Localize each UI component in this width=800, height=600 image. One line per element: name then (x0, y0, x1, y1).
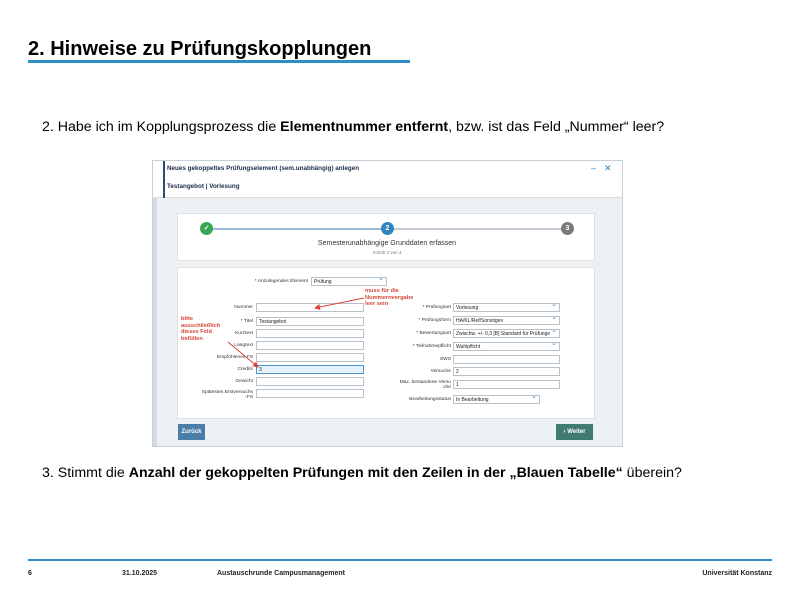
pruefungsform-label: * Prüfungsform (418, 318, 451, 323)
dialog-screenshot (152, 160, 623, 447)
question-3-pre: 3. Stimmt die (42, 465, 129, 481)
nummer-label: Nummer (234, 305, 253, 310)
step-line-1 (208, 228, 384, 230)
anzulegendes-label: * Anzulegendes Element (254, 279, 308, 284)
footer-event: Austauschrunde Campusmanagement (217, 570, 345, 577)
max-bestandene-input[interactable]: 1 (453, 380, 560, 389)
arrow-to-nummer (315, 298, 364, 308)
step-1-done-icon: ✓ (200, 222, 213, 235)
question-3-bold: Anzahl der gekoppelten Prüfungen mit den Zeilen in der „Blauen Tabelle“ (128, 465, 623, 481)
back-button[interactable]: Zurück (178, 424, 205, 440)
note-nummer: muss für die Nummernvergabe leer sein (365, 288, 414, 307)
teilnahme-select[interactable]: Wahlpflicht ⌄ (453, 342, 560, 351)
dialog-header (153, 161, 623, 198)
footer-date: 31.10.2025 (122, 570, 158, 577)
anzulegendes-select[interactable]: Prüfung ⌄ (311, 277, 387, 286)
spaetestes-label: Spätestes Erstversuchs -FS (201, 390, 253, 400)
form-panel (177, 267, 595, 419)
bearbeitung-select[interactable]: In Bearbeitung ⌄ (453, 395, 540, 404)
max-bestandene-label: Max. bestandene Versu che (399, 380, 451, 390)
titel-label: * Titel (240, 319, 253, 324)
bewertungsart-select[interactable]: Zwischw. +/- 0,3 [B] Standard für Prüfunge ⌄ (453, 329, 560, 338)
empfohlenes-fs-label: Empfohlenes FS (216, 355, 253, 360)
question-2-post: , bzw. ist das Feld „Nummer“ leer? (448, 119, 665, 135)
footer-organization: Universität Konstanz (702, 570, 772, 577)
title-underline (28, 60, 410, 63)
dialog-subtitle: Testangebot | Vorlesung (167, 183, 240, 190)
versuche-label: Versuche (430, 369, 451, 374)
pruefungsform-select[interactable]: HA/KL/Ref/Sonstiges ⌄ (453, 316, 560, 325)
question-3 (42, 465, 682, 481)
step-title: Semesterunabhängige Grunddaten erfassen (317, 240, 457, 247)
bearbeitung-label: Bearbeitungsstatus (409, 397, 451, 402)
next-button[interactable]: › Weiter (556, 424, 593, 440)
question-2 (42, 119, 664, 135)
dialog-title: Neues gekoppeltes Prüfungselement (sem.unabhängig) anlegen (167, 165, 360, 172)
arrow-to-credits (228, 342, 258, 367)
sidebar-strip (153, 198, 157, 447)
bewertungsart-label: * Bewertungsart (416, 331, 451, 336)
versuche-input[interactable]: 2 (453, 367, 560, 376)
question-2-pre: 2. Habe ich im Kopplungsprozess die (42, 119, 281, 135)
close-icon[interactable]: ✕ (604, 163, 612, 173)
step-3-pending: 3 (561, 222, 574, 235)
stepper (177, 213, 595, 261)
pruefungsart-select[interactable]: Vorlesung ⌄ (453, 303, 560, 312)
step-2-current: 2 (381, 222, 394, 235)
credits-input[interactable]: 3 (256, 365, 364, 374)
slide-title: 2. Hinweise zu Prüfungskopplungen (28, 38, 372, 60)
question-3-post: überein? (622, 465, 682, 481)
step-line-2 (392, 228, 564, 230)
gewicht-label: Gewicht (235, 379, 253, 384)
header-accent (163, 161, 165, 198)
minimize-icon[interactable]: – (591, 163, 597, 173)
annotation-arrows (178, 268, 596, 420)
kurztext-label: Kurztext (235, 331, 253, 336)
footer-rule (28, 559, 772, 561)
footer-page-number: 6 (28, 570, 32, 577)
langtext-label: Langtext (234, 343, 253, 348)
titel-input[interactable]: Testangebot (256, 317, 364, 326)
teilnahme-label: * Teilnahmepflicht (412, 344, 451, 349)
pruefungsart-label: * Prüfungsart (422, 305, 451, 310)
note-fill: bitte ausschließlich dieses Feld befüllen (181, 316, 221, 342)
step-subtitle: Schritt 2 von 3 (372, 250, 402, 255)
sws-label: SWS (439, 357, 451, 362)
question-2-bold: Elementnummer entfernt (280, 119, 449, 135)
credits-label: Credits (237, 367, 253, 372)
